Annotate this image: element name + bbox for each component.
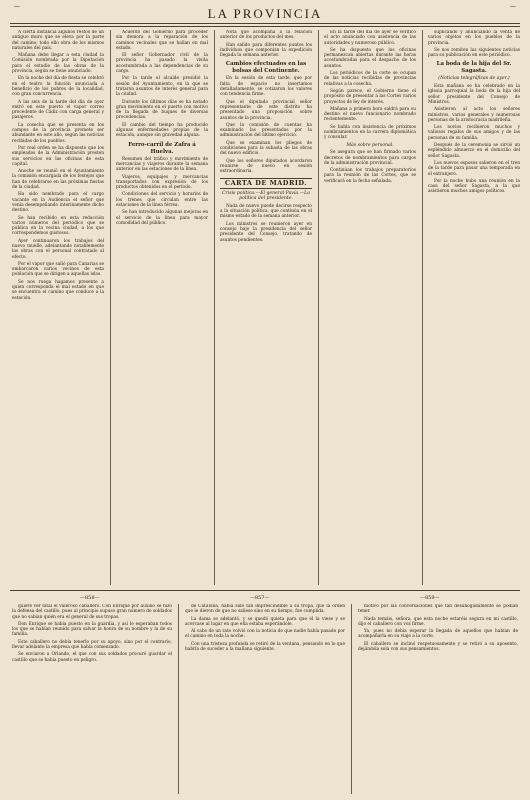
paragraph: Se asegura que se han firmado varios decretos de nombramientos para cargos de la administración provincial. [324, 150, 416, 166]
serial-b-body [185, 604, 345, 652]
column-3-body [220, 30, 312, 58]
paragraph: En la noche del día de fiesta se celebró en el teatro la función anunciada a beneficio de los pobres de la localidad, con gran concurrencia. [12, 76, 104, 98]
paragraph: Se han introducido algunas mejoras en el servicio de la línea para mayor comodidad del público. [116, 210, 208, 226]
boda-subtitle: (Noticias telegráficas de ayer.) [438, 76, 510, 82]
paragraph: suplicando y anunciando la venta de varios objetos en los pueblos de la provincia. [428, 30, 520, 46]
paragraph: Se habla con insistencia de próximos nombramientos en la carrera diplomática y consular. [324, 124, 416, 141]
paragraph: Mañana debe llegar a esta ciudad la Comisión nombrada por la Diputación para el estudio de las obras de la provincia, según se tiene anunciado. [12, 53, 104, 75]
paragraph: La dama se adelantó, y se quedó quieta para que él la viese y se acercase al lugar en que ella estaba esperándole. [185, 616, 345, 627]
paragraph: Después de la ceremonia se sirvió un espléndido almuerzo en el domicilio del señor Sagasta. [428, 143, 520, 159]
column-divider [318, 30, 319, 585]
paragraph: En la tarde del día de ayer se verificó el acto anunciado con asistencia de las autoridades y numeroso público. [324, 30, 416, 46]
column-divider [422, 30, 423, 585]
paragraph: Que se examinan los pliegos de condiciones para la subasta de las obras del nuevo edificio. [220, 140, 312, 157]
column-divider [110, 30, 111, 585]
paragraph: Nada de nuevo puede decirse respecto a la situación política, que continúa en el mismo estado de la semana anterior. [220, 203, 312, 220]
column-1-body [12, 30, 104, 301]
column-5-body [428, 30, 520, 58]
paragraph: Los nuevos esposos salieron en el tren de la tarde para pasar una temporada en el extranjero. [428, 160, 520, 177]
paragraph: Ya, pues no debía esperar la llegada de aquellos que habían de acompañarla en su viaje a la corte. [358, 629, 518, 640]
paragraph: Por el vapor que salió para Canarias se embarcaron varios vecinos de esta población que se dirigen a aquellas islas. [12, 261, 104, 278]
header-rule-thin [10, 26, 520, 27]
paragraph: de Cataluña, había sido tan imprescindible a su tropa, que la orden que le dieron de que no saliese sino en su tiempo, fue cumplida. [185, 604, 345, 615]
section-subtitle-personal: Más sobre personal. [346, 142, 394, 148]
masthead: LA PROVINCIA [207, 6, 323, 21]
paragraph: Se nos remiten las siguientes noticias para su publicación en este periódico. [428, 47, 520, 59]
paragraph: Con una tristeza profunda se retiró de la ventana, pensando en lo que habría de suceder a la mañana siguiente. [185, 641, 345, 653]
paragraph: Nota que acompaña a la relación anterior de los productos del mes. [220, 30, 312, 41]
column-5 [428, 30, 520, 585]
column-divider [351, 604, 352, 794]
section-title-ferrocarril: Ferro-carril de Zafra á Huelva. [128, 141, 196, 155]
column-1 [12, 30, 104, 585]
paragraph: A cierta distancia algunos restos de un antiguo muro que se eleva por la parte del camino; todo ello obra de los mismos naturales del país. [12, 30, 104, 51]
serial-c-body [358, 604, 518, 652]
column-5-section-body [428, 84, 520, 195]
column-divider [178, 604, 179, 794]
paragraph: Asistieron al acto los señores ministros, varios generales y numerosas personas de la aristocracia madrileña. [428, 107, 520, 123]
paragraph: Este caballero no debía tenerlo por su apoyo, sino por el contrario, llevar adelante la empresa que había comenzado. [12, 639, 172, 651]
column-3-section-body [220, 76, 312, 174]
paragraph: Los periódicos de la corte se ocupan de las noticias recibidas de provincias relativas a la cosecha. [324, 71, 416, 87]
paragraph: Durante los últimos días se ha notado gran movimiento en el puerto con motivo de la llegada de buques de diversas procedencias. [116, 99, 208, 121]
header-left-ref: — [14, 3, 20, 10]
paragraph: Se enviaron a Orlando, el que con sus soldados procuró guardar el castillo que se había puesto en peligro. [12, 652, 172, 663]
paragraph: Que los señores diputados acordaron reunirse de nuevo en sesión extraordinaria. [220, 158, 312, 175]
paragraph: Por la tarde el alcalde presidió la sesión del Ayuntamiento, en la que se trataron asuntos de interés general para la ciudad. [116, 76, 208, 98]
serial-column-c [358, 604, 518, 794]
paragraph: Nada temáis, señora, que esta noche estaréis segura en mi castillo, dijo el caballero con voz firme. [358, 616, 518, 627]
paragraph: Ha sido nombrado para el cargo vacante en la Audiencia el señor que venía desempeñando interinamente dicho destino. [12, 192, 104, 214]
paragraph: Se han recibido en esta redacción varios números del periódico que se publica en la vecina ciudad, a los que correspondemos gustosos. [12, 215, 104, 237]
column-4-body [324, 30, 416, 141]
serial-column-a [12, 604, 172, 794]
paragraph: Los ministros se reunieron ayer en consejo bajo la presidencia del señor presidente del Consejo, tratando de asuntos pendientes. [220, 221, 312, 243]
paragraph: Al cabo de un rato volvió con la noticia de que nadie había pasado por el camino en toda la noche. [185, 629, 345, 640]
paragraph: Resumen del tráfico y movimiento de mercancías y viajeros durante la semana anterior en las estaciones de la línea. [116, 156, 208, 173]
paragraph: El caballero se inclinó respetuosamente y se retiró a su aposento, dejándola sola con sus pensamientos. [358, 641, 518, 653]
paragraph: Ayer continuaron los trabajos del nuevo muelle, adelantando notablemente las obras con el personal contratado al efecto. [12, 238, 104, 260]
column-2 [116, 30, 208, 585]
paragraph: Acuerdo del Gobierno para proceder sin demora a la reparación de los caminos vecinales que se hallan en mal estado. [116, 30, 208, 51]
paragraph: A las seis de la tarde del día de ayer entró en este puerto el vapor correo procedente de Cádiz con carga general y pasajeros. [12, 99, 104, 121]
paragraph: Se ha dispuesto que las oficinas permanezcan abiertas durante las horas acostumbradas para el despacho de los asuntos. [324, 47, 416, 69]
paragraph: Han salido para diferentes puntos los individuos que componían la expedición llegada la semana anterior. [220, 42, 312, 59]
column-4-section-body [324, 150, 416, 184]
serial-column-b [185, 604, 345, 794]
paragraph: Anoche se reunió en el Ayuntamiento la comisión encargada de los festejos que han de celebrarse en las próximas fiestas de la ciudad. [12, 169, 104, 191]
column-2-section-body [116, 157, 208, 227]
paragraph: En la sesión de esta tarde, que por falta de espacio no insertamos detalladamente, se cotizaron los valores con tendencia firme. [220, 76, 312, 98]
column-divider [214, 30, 215, 585]
paragraph: La cosecha que se presenta en los campos de la provincia promete ser abundante en este año, según las noticias recibidas de los pueblos. [12, 122, 104, 144]
page-number-left: —858— [80, 595, 100, 601]
section-title-carta-madrid: CARTA DE MADRID. [220, 178, 312, 189]
serial-a-body [12, 604, 172, 663]
paragraph: Continúan los trabajos preparatorios para la reunión de las Cortes, que se verificará en la fecha señalada. [324, 168, 416, 184]
page-number-center: —857— [250, 595, 270, 601]
paragraph: quiere ver fatal el valeroso caballero. Con Enrique por auxilio se hizo la defensa del castillo, pues al principio supuso gran número de soldados que no sabían quién era el general de sus tropas. [12, 604, 172, 620]
section-title-boda: La boda de la hija del Sr. Sagasta. [436, 61, 512, 75]
paragraph: Los novios recibieron muchos y valiosos regalos de sus amigos y de las personas de su familia. [428, 125, 520, 141]
paragraph: Viajeros, equipajes y mercancías transportados con expresión de los productos obtenidos en el período. [116, 174, 208, 191]
paragraph: Por la noche hubo una reunión en la casa del señor Sagasta, a la que asistieron muchos amigos políticos. [428, 178, 520, 195]
paragraph: El cambio del tiempo ha producido algunas enfermedades propias de la estación, aunque sin gravedad alguna. [116, 122, 208, 139]
paragraph: Mañana a primera hora saldrá para su destino el nuevo funcionario nombrado recientemente. [324, 106, 416, 123]
header-right-ref: — [510, 3, 516, 10]
paragraph: Se nos ruega hagamos presente a quien corresponda el mal estado en que se encuentra el camino que conduce a la estación. [12, 279, 104, 301]
header-rule [10, 23, 520, 24]
paragraph: Esta mañana se ha celebrado en la iglesia parroquial la boda de la hija del señor presidente del Consejo de Ministros. [428, 84, 520, 105]
paragraph: Según parece, el Gobierno tiene el propósito de presentar a las Cortes varios proyectos de ley de interés. [324, 88, 416, 105]
footer-rule [10, 590, 520, 591]
carta-madrid-body [220, 204, 312, 243]
paragraph: Don Enrique se había puesto en la guardia, y así le esperaban todos los que se habían reunido para salvar la honra de su nombre y la de su familia. [12, 621, 172, 638]
carta-madrid-subtitle: Crisis política.—El general Pavía.—La política del presidente. [222, 190, 310, 202]
paragraph: Que el diputado provincial señor representante de este distrito ha presentado una proposición sobre asuntos de la provincia. [220, 99, 312, 121]
paragraph: Que la comisión de cuentas ha examinado las presentadas por la administración del último ejercicio. [220, 122, 312, 139]
column-4 [324, 30, 416, 585]
page-number-right: —859— [420, 595, 440, 601]
paragraph: Por real orden se ha dispuesto que los empleados de la Administración presten sus servicios en las oficinas de esta capital. [12, 145, 104, 167]
paragraph: motivo por las conversaciones que tan desahogadamente se podían tener. [358, 604, 518, 615]
section-title-cambios: Cambios efectuados en las bolsas del Continente. [225, 61, 307, 75]
paragraph: Condiciones del servicio y horarios de los trenes que circulan entre las estaciones de la línea férrea. [116, 192, 208, 209]
paragraph: El señor Gobernador civil de la provincia ha pasado la visita acostumbrada a las dependencias de su cargo. [116, 53, 208, 75]
column-3 [220, 30, 312, 585]
column-2-body [116, 30, 208, 139]
